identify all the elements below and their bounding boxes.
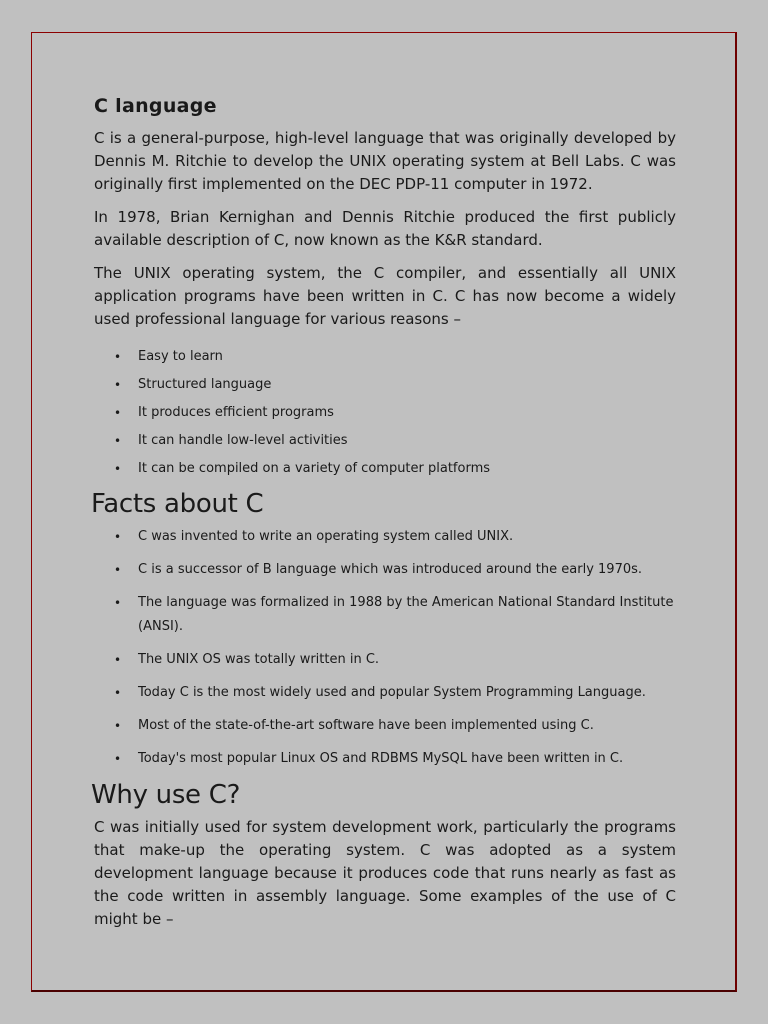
c-language-heading: C language — [94, 95, 217, 117]
facts-heading: Facts about C — [91, 489, 264, 519]
list-item: • It can be compiled on a variety of computer platforms — [94, 461, 676, 477]
facts-list — [94, 525, 676, 771]
list-item: • C was invented to write an operating system called UNIX. — [94, 525, 676, 549]
list-item: • The UNIX OS was totally written in C. — [94, 648, 676, 672]
list-item: • Easy to learn — [94, 349, 676, 365]
why-paragraph: C was initially used for system development work, particularly the programs that make-up the operating system. C was adopted as a system development language because it produces code that runs nearly as fast as the code written in assembly language. Some examples of the use of C might be – — [94, 818, 676, 928]
list-item: • Today C is the most widely used and popular System Programming Language. — [94, 681, 676, 705]
list-item: • Most of the state-of-the-art software have been implemented using C. — [94, 714, 676, 738]
list-item: • Structured language — [94, 377, 676, 393]
list-item: • It can handle low-level activities — [94, 433, 676, 449]
reasons-list — [94, 349, 676, 477]
page-content — [91, 91, 676, 941]
reasons-intro-paragraph: The UNIX operating system, the C compiler, and essentially all UNIX application programs have been written in C. C has now become a widely used professional language for various reasons – — [94, 264, 676, 328]
document-page — [31, 32, 737, 992]
list-item: • It produces efficient programs — [94, 405, 676, 421]
history-paragraph: In 1978, Brian Kernighan and Dennis Ritchie produced the first publicly available description of C, now known as the K&R standard. — [94, 208, 676, 249]
intro-paragraph: C is a general-purpose, high-level language that was originally developed by Dennis M. Ritchie to develop the UNIX operating system at Bell Labs. C was originally first implemented on the DEC PDP-11 computer in 1972. — [94, 129, 676, 193]
list-item: • Today's most popular Linux OS and RDBMS MySQL have been written in C. — [94, 747, 676, 771]
why-heading: Why use C? — [91, 780, 241, 810]
list-item: • C is a successor of B language which was introduced around the early 1970s. — [94, 558, 676, 582]
list-item: • The language was formalized in 1988 by the American National Standard Institute (ANSI). — [94, 591, 676, 639]
